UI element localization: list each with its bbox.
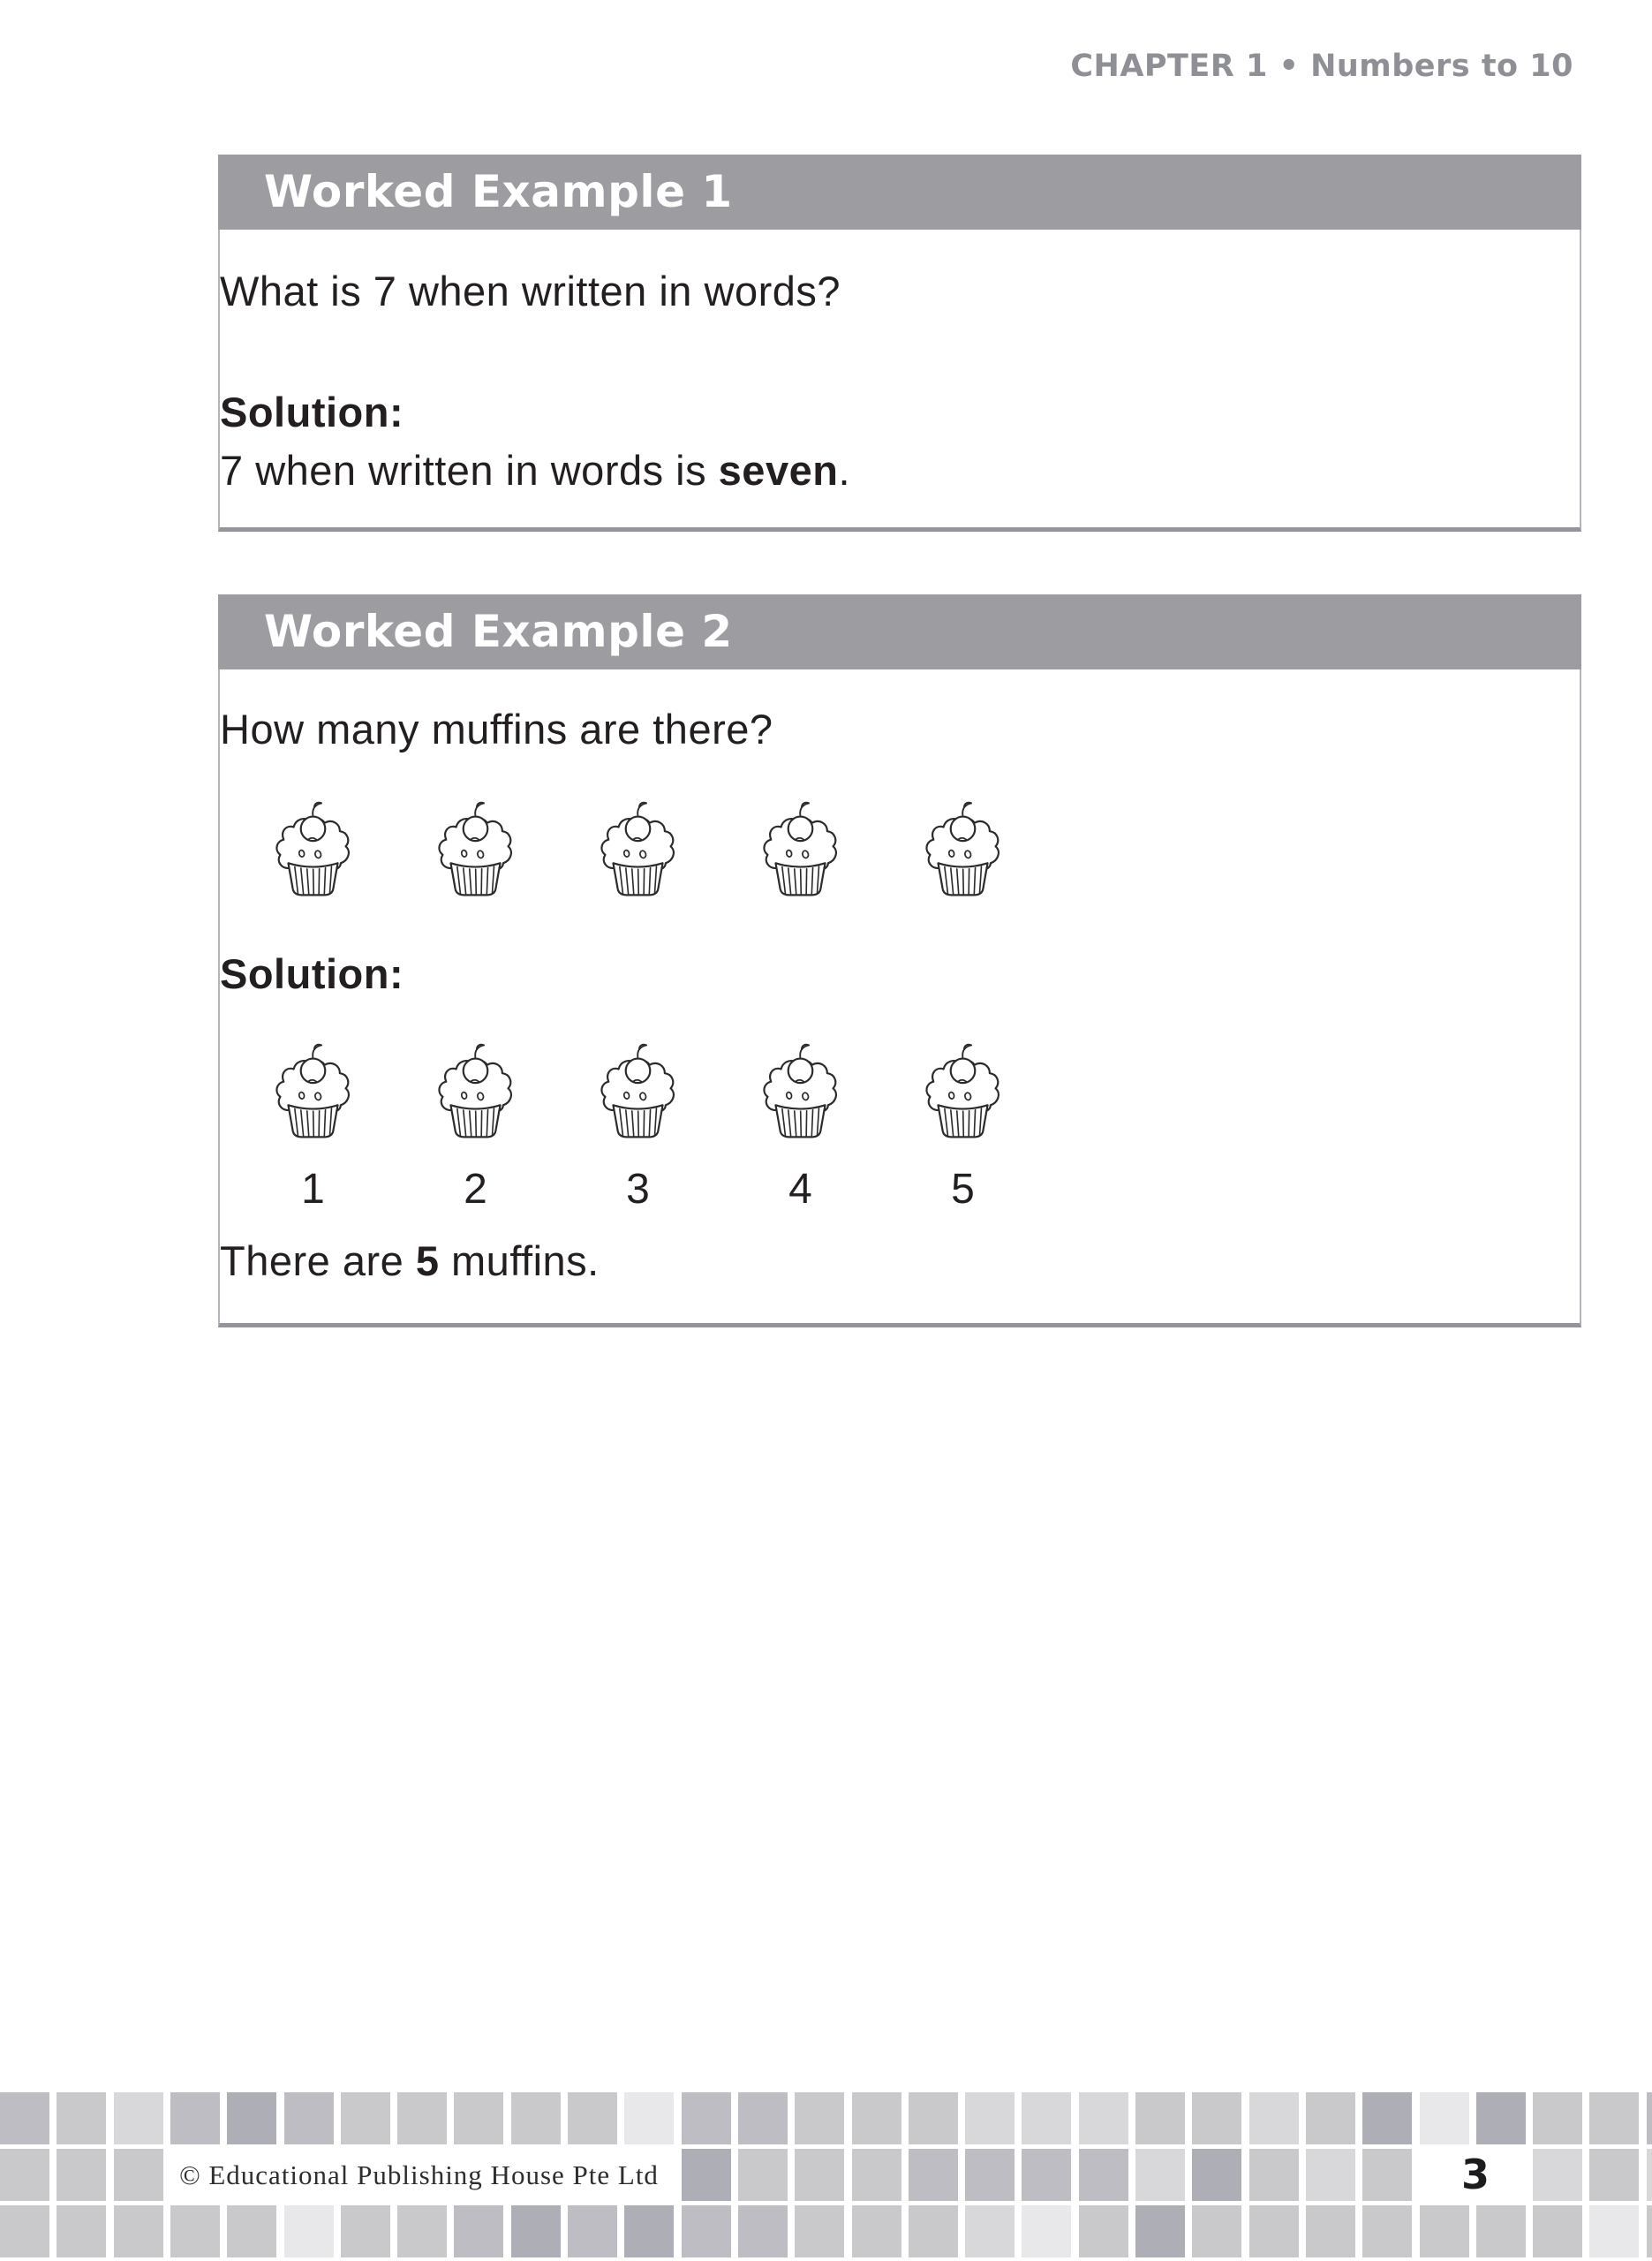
mosaic-square <box>0 2205 49 2257</box>
mosaic-square <box>1647 2205 1652 2257</box>
muffin-count-label: 1 <box>301 1166 325 1214</box>
mosaic-square <box>1533 2205 1582 2257</box>
mosaic-square <box>1022 2149 1071 2201</box>
mosaic-square <box>909 2205 958 2257</box>
mosaic-square <box>965 2149 1015 2201</box>
mosaic-square <box>57 2149 106 2201</box>
mosaic-square <box>795 2149 844 2201</box>
mosaic-square <box>170 2205 220 2257</box>
mosaic-square <box>511 2205 561 2257</box>
mosaic-square <box>57 2205 106 2257</box>
solution-label: Solution: <box>220 388 404 435</box>
muffin-icon <box>271 801 355 902</box>
page-number: 3 <box>1419 2149 1532 2201</box>
worked-example-1-title: Worked Example 1 <box>264 166 733 217</box>
mosaic-square <box>454 2092 503 2144</box>
mosaic-square <box>227 2205 276 2257</box>
worked-example-2-title-bar <box>218 594 1581 669</box>
mosaic-square <box>1249 2092 1299 2144</box>
worked-example-1-box <box>218 155 1581 532</box>
mosaic-square <box>682 2092 731 2144</box>
mosaic-square <box>738 2149 788 2201</box>
answer-suffix: . <box>838 447 851 495</box>
mosaic-square <box>1420 2092 1469 2144</box>
answer-bold: seven <box>718 447 839 495</box>
muffin-count-label: 3 <box>626 1166 650 1214</box>
mosaic-square <box>341 2092 390 2144</box>
mosaic-square <box>0 2149 49 2201</box>
muffin-icon <box>596 801 680 902</box>
worked-example-2-box <box>218 594 1581 1327</box>
mosaic-square <box>1079 2149 1128 2201</box>
mosaic-square <box>1589 2092 1639 2144</box>
worked-example-2-body <box>218 669 1581 1327</box>
mosaic-square <box>341 2205 390 2257</box>
mosaic-square <box>284 2205 334 2257</box>
mosaic-square <box>1589 2149 1639 2201</box>
muffin-row-question <box>220 801 1580 902</box>
muffin-icon <box>758 801 842 902</box>
worked-example-2-title: Worked Example 2 <box>264 606 733 657</box>
mosaic-square <box>57 2092 106 2144</box>
muffin-icon <box>921 801 1005 902</box>
muffin-count-label: 5 <box>951 1166 975 1214</box>
answer-suffix: muffins. <box>439 1237 600 1285</box>
muffin-row-solution <box>220 1043 1580 1144</box>
muffin-icon <box>271 1043 355 1144</box>
mosaic-square <box>909 2149 958 2201</box>
mosaic-square <box>1533 2149 1582 2201</box>
mosaic-square <box>454 2205 503 2257</box>
mosaic-square <box>1192 2149 1241 2201</box>
mosaic-square <box>1249 2149 1299 2201</box>
mosaic-square <box>738 2205 788 2257</box>
muffin-count-row <box>220 1167 1580 1214</box>
mosaic-square <box>1362 2149 1412 2201</box>
answer-prefix: There are <box>220 1237 416 1285</box>
worked-example-1-title-bar <box>218 155 1581 230</box>
mosaic-square <box>738 2092 788 2144</box>
mosaic-square <box>1249 2205 1299 2257</box>
mosaic-square <box>511 2092 561 2144</box>
chapter-header: CHAPTER 1 • Numbers to 10 <box>1070 49 1573 84</box>
mosaic-square <box>1192 2092 1241 2144</box>
mosaic-square <box>0 2092 49 2144</box>
muffin-count-label: 2 <box>464 1166 487 1214</box>
muffin-icon <box>758 1043 842 1144</box>
footer-mosaic <box>0 2092 1652 2261</box>
mosaic-square <box>1135 2092 1185 2144</box>
mosaic-square <box>1192 2205 1241 2257</box>
mosaic-square <box>1647 2092 1652 2144</box>
mosaic-square <box>795 2205 844 2257</box>
mosaic-square <box>624 2205 674 2257</box>
mosaic-square <box>965 2092 1015 2144</box>
solution-label: Solution: <box>220 949 404 997</box>
mosaic-square <box>1420 2205 1469 2257</box>
question-text: What is 7 when written in words? <box>220 268 841 314</box>
answer-prefix: 7 when written in words is <box>220 447 719 495</box>
mosaic-square <box>852 2092 901 2144</box>
mosaic-square <box>284 2092 334 2144</box>
answer-text <box>220 1238 1580 1285</box>
worked-example-1-body <box>218 230 1581 532</box>
mosaic-square <box>1533 2092 1582 2144</box>
muffin-icon <box>921 1043 1005 1144</box>
mosaic-square <box>1476 2092 1526 2144</box>
mosaic-square <box>852 2149 901 2201</box>
mosaic-square <box>114 2205 163 2257</box>
answer-text <box>220 448 1580 495</box>
mosaic-square <box>114 2092 163 2144</box>
mosaic-square <box>1647 2149 1652 2201</box>
mosaic-square <box>227 2092 276 2144</box>
mosaic-square <box>624 2092 674 2144</box>
mosaic-square <box>1306 2149 1355 2201</box>
mosaic-square <box>1022 2205 1071 2257</box>
muffin-icon <box>434 801 517 902</box>
mosaic-square <box>1079 2092 1128 2144</box>
mosaic-square <box>170 2092 220 2144</box>
mosaic-square <box>682 2205 731 2257</box>
mosaic-square <box>1135 2149 1185 2201</box>
mosaic-square <box>1362 2092 1412 2144</box>
mosaic-square <box>568 2205 617 2257</box>
mosaic-square <box>682 2149 731 2201</box>
mosaic-square <box>1306 2092 1355 2144</box>
mosaic-square <box>1589 2205 1639 2257</box>
mosaic-square <box>1079 2205 1128 2257</box>
copyright-text: © Educational Publishing House Pte Ltd <box>170 2149 668 2201</box>
mosaic-square <box>965 2205 1015 2257</box>
muffin-count-label: 4 <box>788 1166 812 1214</box>
mosaic-square <box>1022 2092 1071 2144</box>
mosaic-square <box>852 2205 901 2257</box>
mosaic-square <box>397 2205 447 2257</box>
muffin-icon <box>434 1043 517 1144</box>
answer-bold: 5 <box>415 1237 440 1285</box>
mosaic-square <box>1135 2205 1185 2257</box>
mosaic-square <box>909 2092 958 2144</box>
mosaic-square <box>795 2092 844 2144</box>
mosaic-square <box>1476 2205 1526 2257</box>
mosaic-square <box>568 2092 617 2144</box>
mosaic-square <box>1306 2205 1355 2257</box>
question-text: How many muffins are there? <box>220 706 773 752</box>
mosaic-square <box>1362 2205 1412 2257</box>
mosaic-square <box>114 2149 163 2201</box>
mosaic-square <box>397 2092 447 2144</box>
muffin-icon <box>596 1043 680 1144</box>
